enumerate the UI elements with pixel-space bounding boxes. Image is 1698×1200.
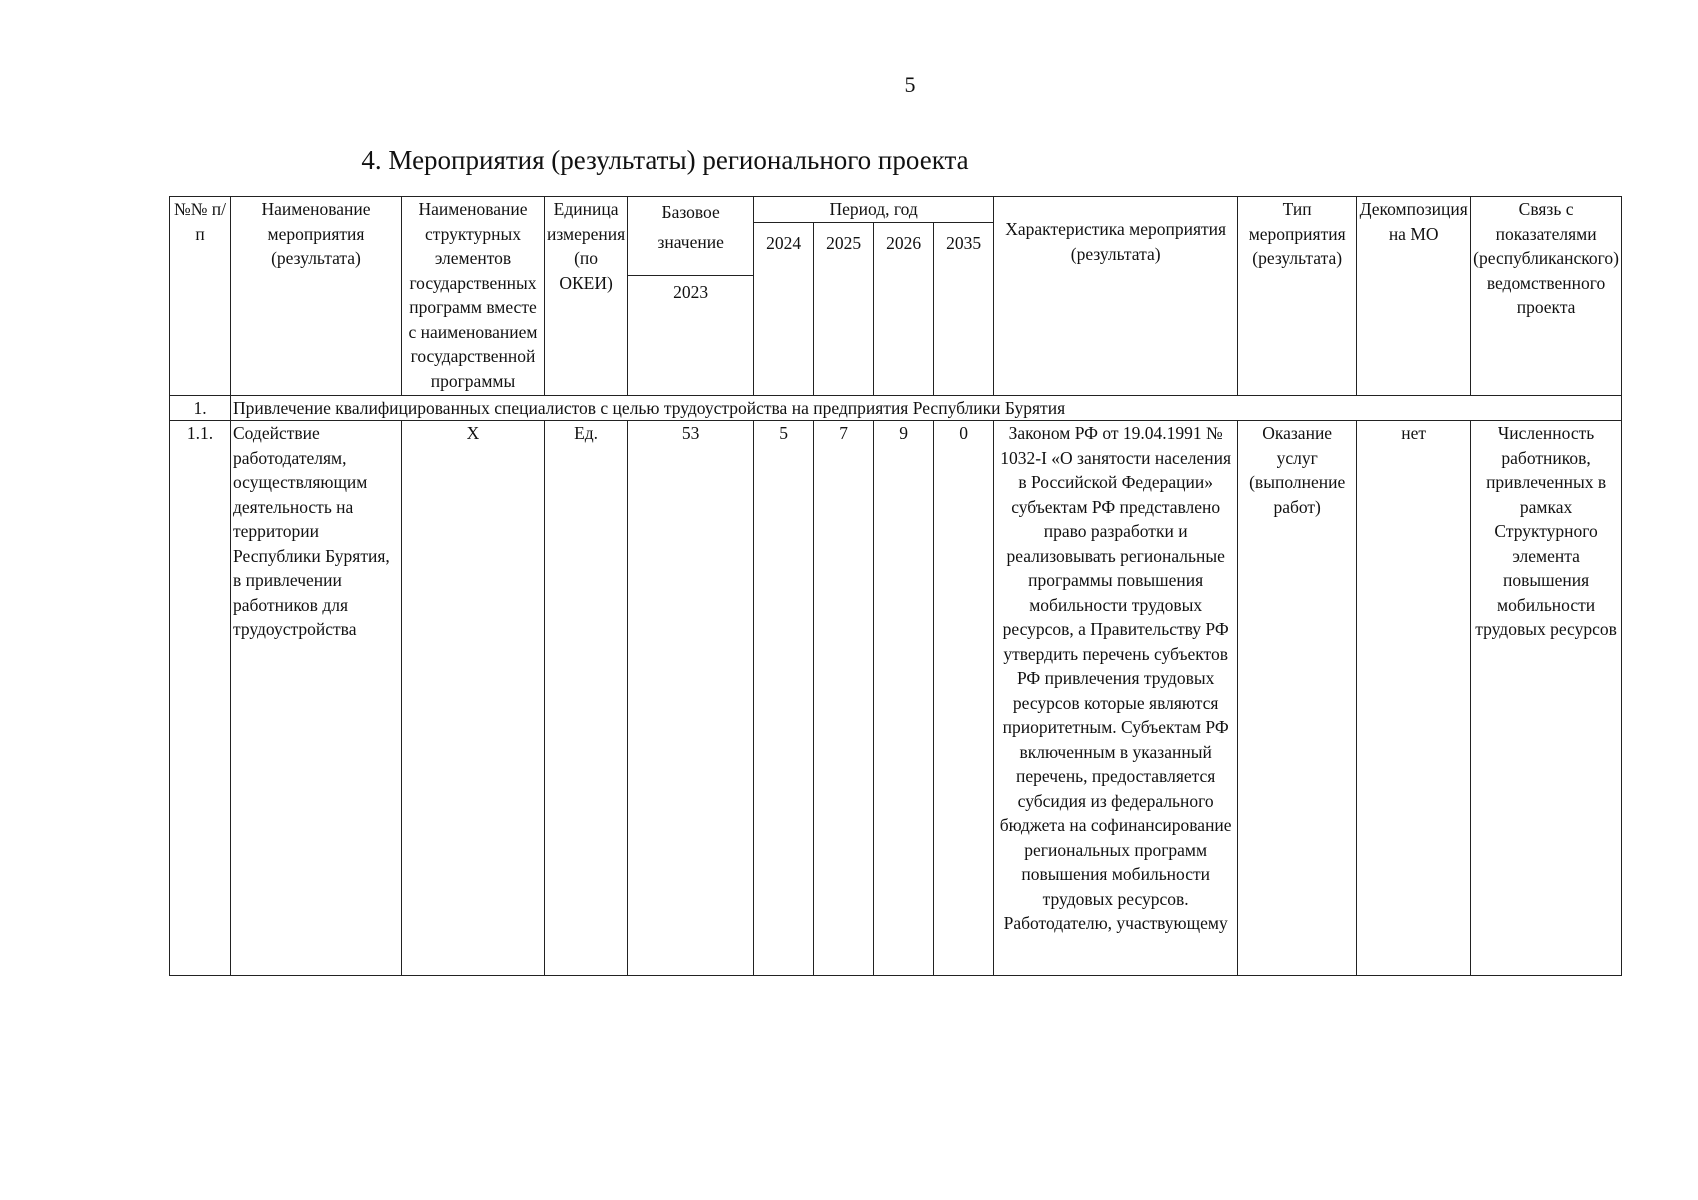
header-structural-elements: Наименование структурных элементов государственных программ вместе с наименованием государственной программы [402,197,545,396]
header-base-value-label: Базовое значение [657,202,724,252]
header-base-value [628,197,754,396]
header-base-year: 2023 [628,275,753,310]
page-title: 4. Мероприятия (результаты) регионального проекта [361,145,969,175]
header-year-2024: 2024 [754,222,814,395]
table-header-row [170,197,1622,223]
header-characteristic: Характеристика мероприятия (результата) [994,197,1238,396]
row-value-2024: 5 [754,421,814,976]
row-characteristic: Законом РФ от 19.04.1991 № 1032-I «О занятости населения в Российской Федерации» субъектам РФ представлено право разработки и реализовывать региональные программы повышения мобильности трудовых ресурсов, а Правительству РФ утвердить перечень субъектов РФ привлечения трудовых ресурсов которые являются приоритетным. Субъектам РФ включенным в указанный перечень, предоставляется субсидия из федерального бюджета на софинансирование региональных программ повышения мобильности трудовых ресурсов. Работодателю, участвующему [994,421,1238,976]
row-unit: Ед. [545,421,628,976]
header-type: Тип мероприятия (результата) [1238,197,1357,396]
row-decomposition: нет [1357,421,1471,976]
section-row [170,395,1622,421]
section-title: Привлечение квалифицированных специалистов с целью трудоустройства на предприятия Республики Бурятия [231,395,1622,421]
row-type: Оказание услуг (выполнение работ) [1238,421,1357,976]
page-number: 5 [904,72,916,97]
header-decomposition: Декомпозиция на МО [1357,197,1471,396]
row-link: Численность работников, привлеченных в рамках Структурного элемента повышения мобильности трудовых ресурсов [1471,421,1622,976]
table-row [170,421,1622,976]
header-unit: Единица измерения (по ОКЕИ) [545,197,628,396]
row-number: 1.1. [170,421,231,976]
header-number: №№ п/п [170,197,231,396]
header-year-2035: 2035 [934,222,994,395]
row-value-2026: 9 [874,421,934,976]
measures-table [169,196,1622,976]
row-value-2025: 7 [814,421,874,976]
row-value-2035: 0 [934,421,994,976]
section-number: 1. [170,395,231,421]
header-year-2026: 2026 [874,222,934,395]
header-link: Связь с показателями (республиканского) ведомственного проекта [1471,197,1622,396]
row-measure-name: Содействие работодателям, осуществляющим деятельность на территории Республики Бурятия, в привлечении работников для трудоустройства [231,421,402,976]
header-period: Период, год [754,197,994,223]
header-measure-name: Наименование мероприятия (результата) [231,197,402,396]
header-year-2025: 2025 [814,222,874,395]
row-base-value: 53 [628,421,754,976]
row-structural-elements: Х [402,421,545,976]
